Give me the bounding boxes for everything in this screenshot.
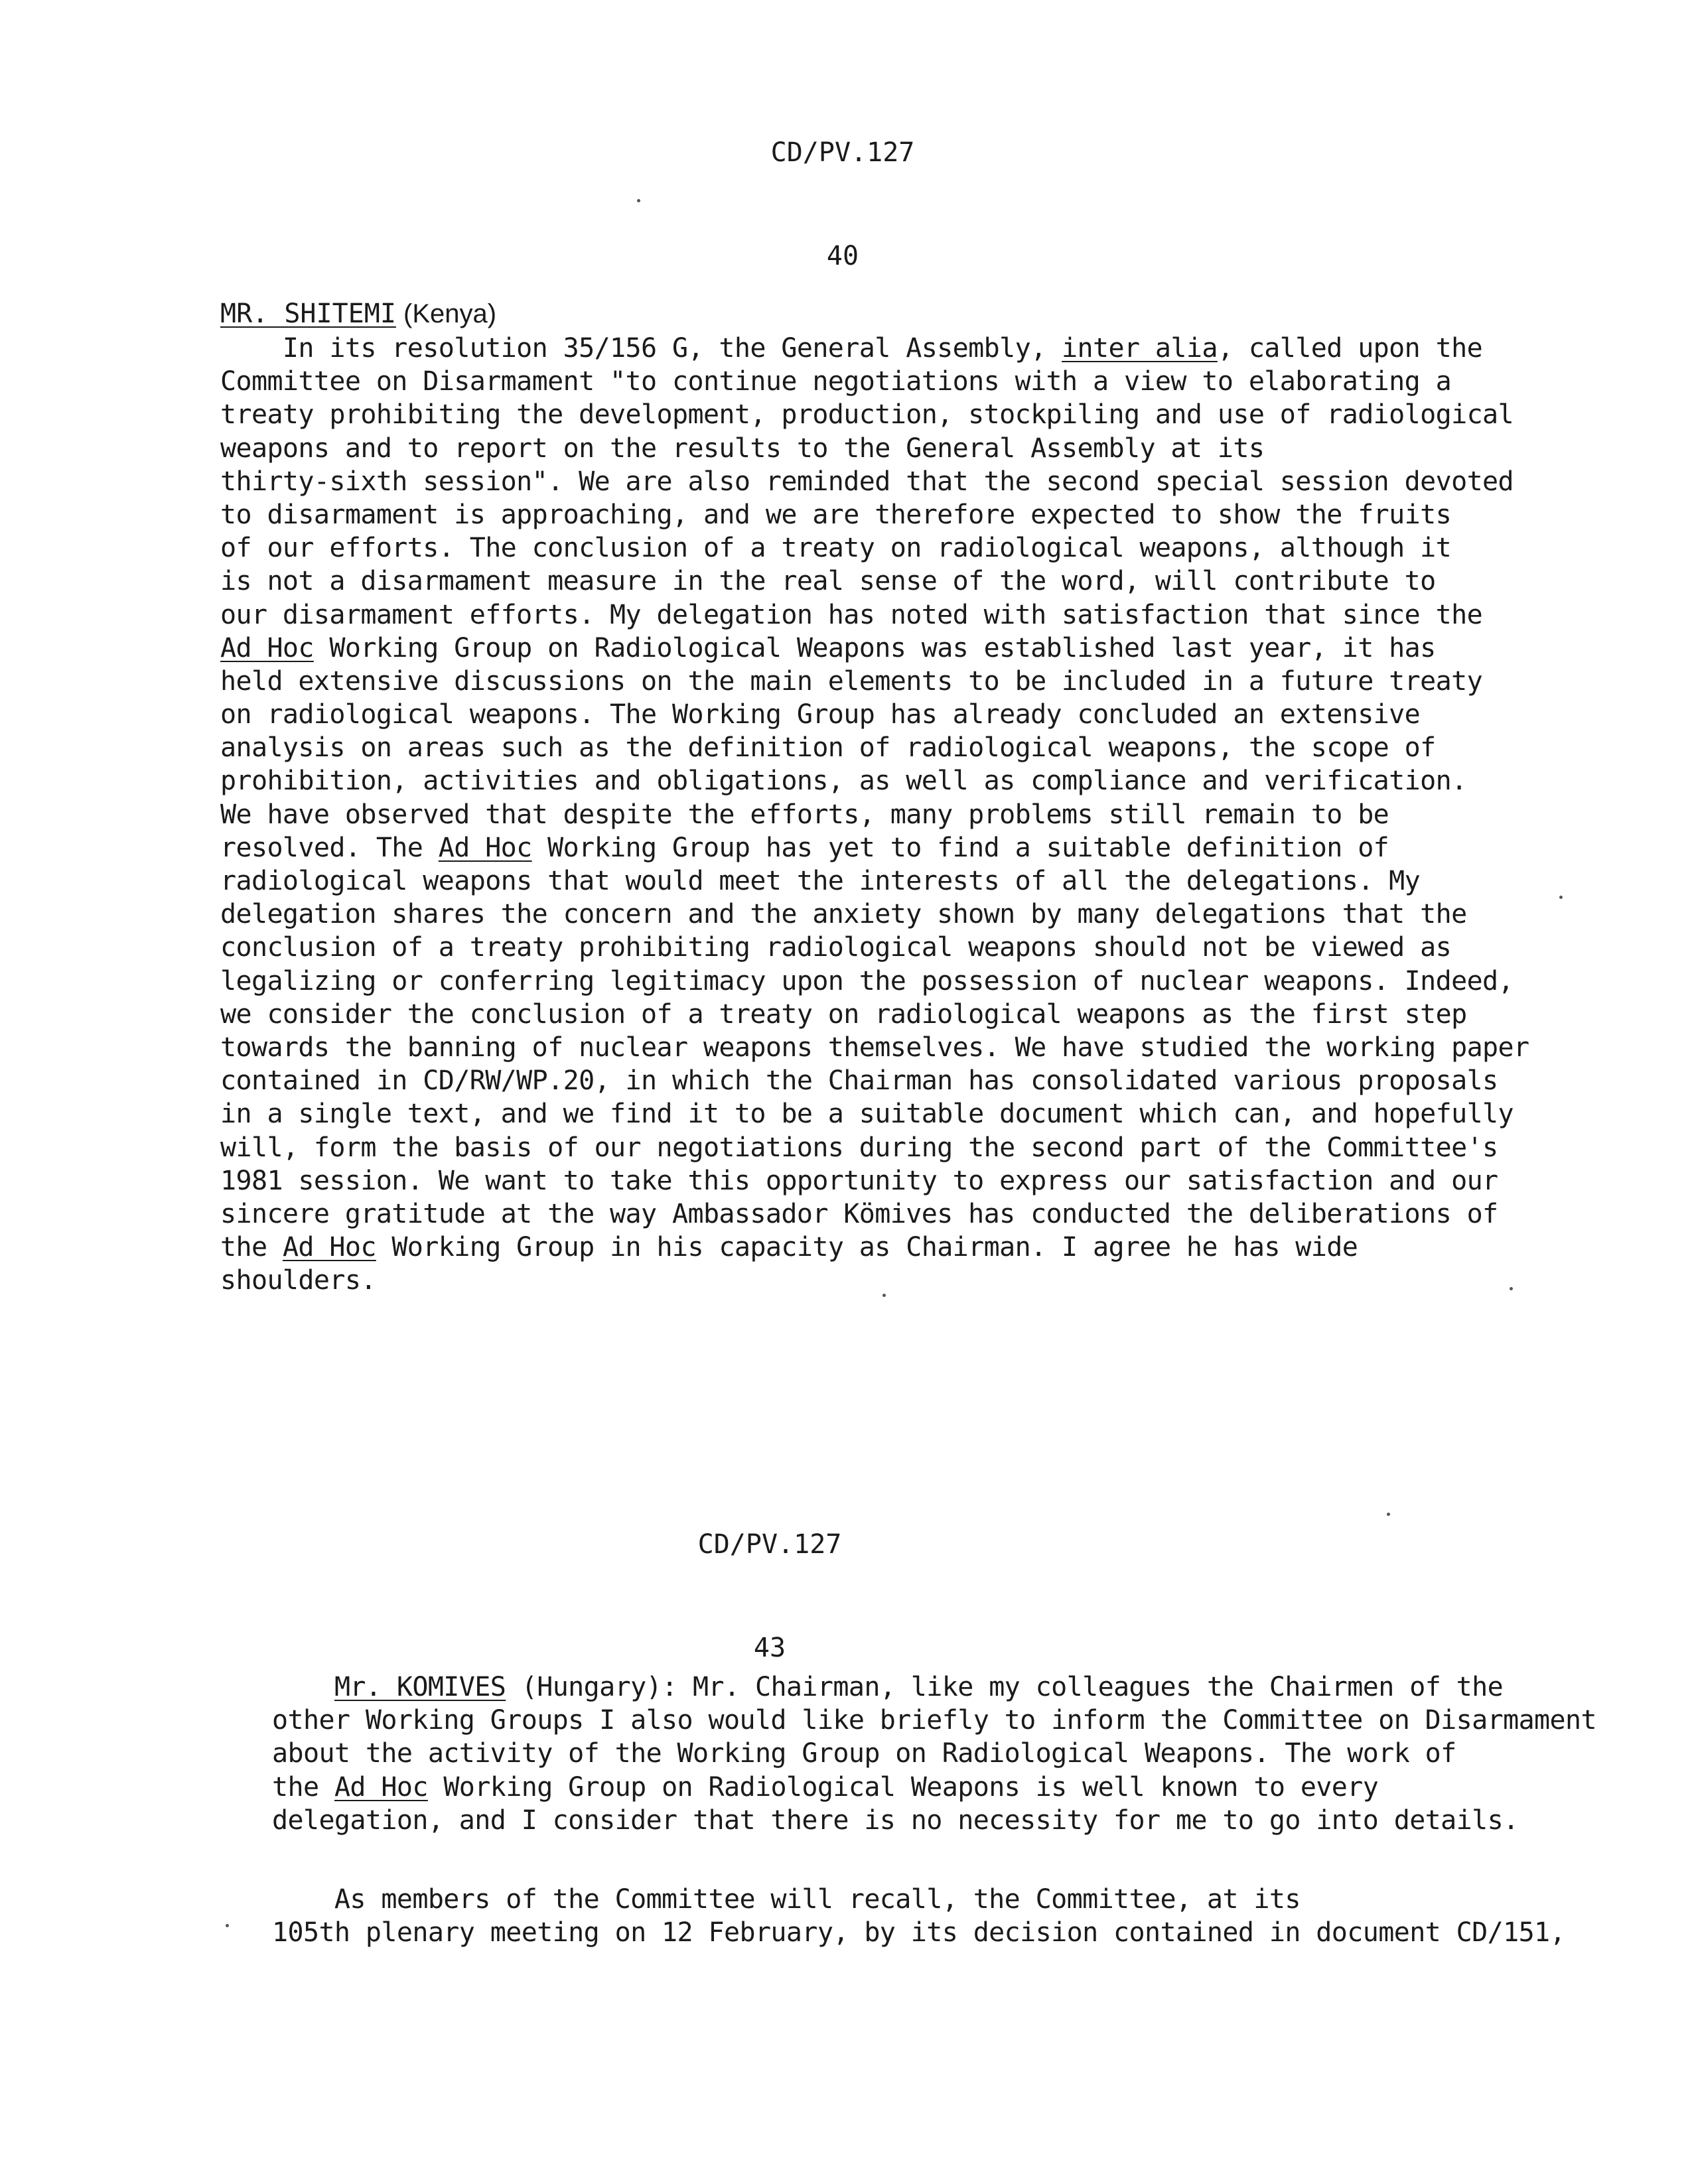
underlined-term: inter alia [1062,333,1218,364]
text-run: 1981 session. We want to take this opportunity to express our satisfaction and our [220,1165,1498,1196]
text-run: will, form the basis of our negotiations during the second part of the Committee's [220,1132,1498,1163]
page-number: 43 [753,1633,786,1663]
text-line [220,632,1529,665]
text-line [220,1131,1529,1164]
document-symbol: CD/PV.127 [697,1529,842,1560]
text-run: the [272,1771,334,1803]
text-line [220,965,1529,998]
underlined-term: Ad Hoc [282,1232,376,1263]
document-symbol: CD/PV.127 [770,137,915,168]
statement-hungary [272,1671,1596,1837]
text-line [220,598,1529,632]
text-line [220,432,1529,465]
text-line [220,998,1529,1031]
text-run: delegation shares the concern and the anxiety shown by many delegations that the [220,899,1467,930]
text-line [220,898,1529,931]
scan-speck [637,199,640,202]
text-run: thirty-sixth session". We are also reminded that the second special session devoted [220,466,1514,497]
text-line [220,1164,1529,1197]
text-run: delegation, and I consider that there is no necessity for me to go into details. [272,1805,1519,1836]
page-reference-top [717,66,969,342]
text-line [220,498,1529,531]
text-line [272,1771,1596,1804]
text-line [220,1097,1529,1130]
text-run: other Working Groups I also would like briefly to inform the Committee on Disarmament [272,1705,1596,1736]
text-run: , called upon the [1217,333,1483,364]
text-run: Working Group in his capacity as Chairman. I agree he has wide [376,1232,1358,1263]
speaker-name: MR. SHITEMI [220,299,396,329]
text-run: We have observed that despite the efforts, many problems still remain to be [220,799,1389,830]
text-run: Working Group on Radiological Weapons was established last year, it has [313,632,1436,663]
scan-speck [882,1294,886,1297]
text-run: shoulders. [220,1265,376,1296]
text-line [220,465,1529,498]
text-line [220,531,1529,565]
text-run: As members of the Committee will recall, the Committee, at its [272,1884,1301,1915]
text-run: in a single text, and we find it to be a suitable document which can, and hopefully [220,1099,1514,1130]
scan-speck [1510,1287,1513,1290]
text-line [272,1737,1596,1770]
text-run: about the activity of the Working Group on Radiological Weapons. The work of [272,1738,1456,1769]
text-run: prohibition, activities and obligations, as well as compliance and verification. [220,766,1467,797]
text-line [220,365,1529,398]
text-run: is not a disarmament measure in the real sense of the word, will contribute to [220,566,1436,597]
text-line [272,1671,1596,1704]
text-run: 105th plenary meeting on 12 February, by its decision contained in document CD/151, [272,1917,1566,1948]
text-line [220,1031,1529,1064]
text-run: towards the banning of nuclear weapons themselves. We have studied the working paper [220,1032,1529,1063]
text-run: of our efforts. The conclusion of a treaty on radiological weapons, although it [220,533,1452,564]
page-number: 40 [826,241,859,271]
text-run: analysis on areas such as the definition of radiological weapons, the scope of [220,732,1436,764]
scan-speck [1559,896,1563,899]
speaker-country: (Kenya) [395,299,497,328]
text-line [272,1883,1565,1916]
text-line [220,565,1529,598]
text-run: Working Group has yet to find a suitable definition of [531,832,1389,863]
text-run: legalizing or conferring legitimacy upon the possession of nuclear weapons. Indeed, [220,965,1514,996]
text-run: (Hungary): Mr. Chairman, like my colleagues the Chairmen of the [506,1672,1504,1702]
text-run: our disarmament efforts. My delegation has noted with satisfaction that since the [220,599,1483,630]
text-run: we consider the conclusion of a treaty on radiological weapons as the first step [220,998,1467,1030]
text-run: conclusion of a treaty prohibiting radiological weapons should not be viewed as [220,932,1452,963]
text-line [220,764,1529,797]
text-run: the [220,1232,283,1263]
text-run: Committee on Disarmament "to continue negotiations with a view to elaborating a [220,366,1452,397]
text-line [220,665,1529,698]
text-line [220,1064,1529,1097]
text-line [220,831,1529,864]
speaker-heading [220,297,496,330]
text-run: radiological weapons that would meet the interests of all the delegations. My [220,866,1421,896]
text-line [220,864,1529,898]
text-run: held extensive discussions on the main elements to be included in a future treaty [220,665,1483,697]
text-run [272,1672,334,1702]
text-line [272,1704,1596,1737]
text-line [220,1264,1529,1297]
text-line [220,332,1529,365]
text-run: contained in CD/RW/WP.20, in which the Chairman has consolidated various proposals [220,1065,1498,1097]
text-run: to disarmament is approaching, and we are therefore expected to show the fruits [220,499,1452,530]
text-line [272,1916,1565,1949]
text-line [220,931,1529,964]
text-run: Working Group on Radiological Weapons is well known to every [427,1771,1379,1803]
text-line [220,398,1529,431]
text-run: In its resolution 35/156 G, the General Assembly, [220,333,1062,364]
text-line [220,1197,1529,1231]
underlined-term: Mr. KOMIVES [334,1672,506,1702]
text-run: sincere gratitude at the way Ambassador Kömives has conducted the deliberations of [220,1198,1498,1229]
underlined-term: Ad Hoc [438,832,532,863]
underlined-term: Ad Hoc [334,1771,428,1803]
text-line [272,1804,1596,1837]
text-run: treaty prohibiting the development, production, stockpiling and use of radiological [220,399,1514,431]
text-run: weapons and to report on the results to the General Assembly at its [220,433,1265,464]
underlined-term: Ad Hoc [220,632,314,663]
text-line [220,1231,1529,1264]
text-line [220,698,1529,731]
statement-kenya [220,332,1529,1297]
scan-speck [1387,1513,1390,1516]
text-run: on radiological weapons. The Working Group has already concluded an extensive [220,699,1421,730]
text-line [220,798,1529,831]
text-run: resolved. The [220,832,439,863]
text-line [220,731,1529,764]
scan-speck [226,1924,229,1927]
statement-hungary-continued [272,1883,1565,1949]
